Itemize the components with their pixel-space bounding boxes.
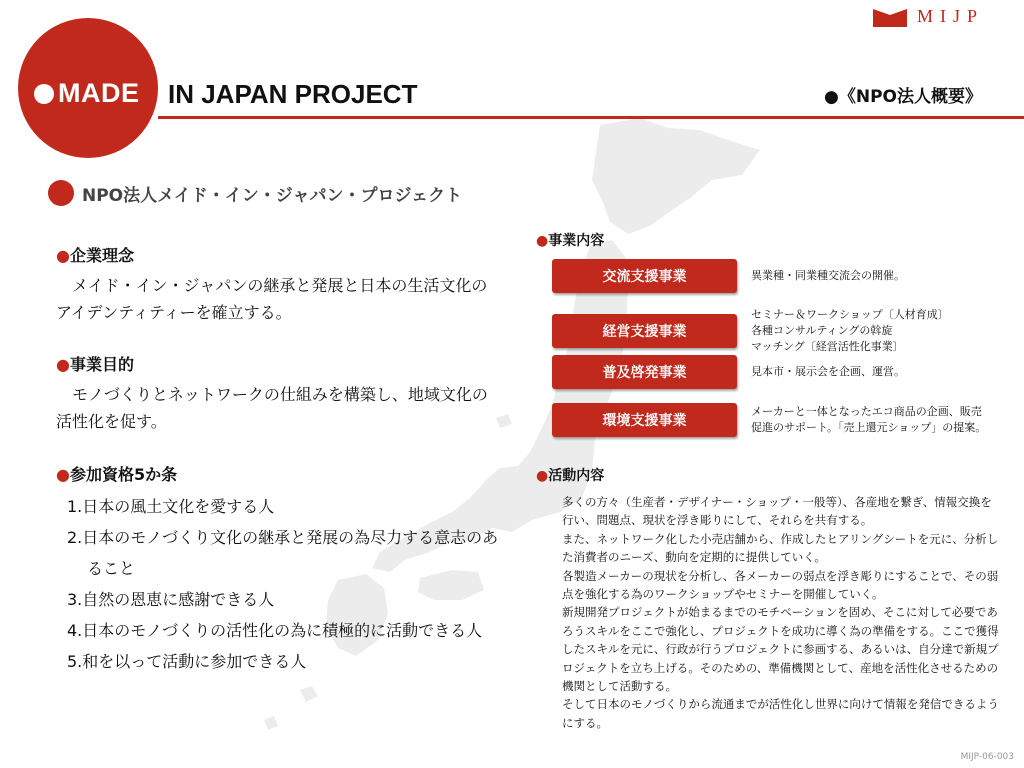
brand-mark: MIJP	[916, 6, 984, 26]
philosophy-section	[56, 243, 501, 326]
brand-flag-icon	[873, 7, 907, 27]
purpose-heading	[56, 352, 501, 375]
made-text: MADE	[58, 78, 140, 108]
bullet-icon: ●	[56, 246, 70, 265]
business-button-exchange[interactable]: 交流支援事業	[552, 259, 737, 293]
business-button-environment[interactable]: 環境支援事業	[552, 403, 737, 437]
section-title-text: ●《NPO法人概要》	[824, 87, 982, 107]
business-button-promotion[interactable]: 普及啓発事業	[552, 355, 737, 389]
business-desc: 異業種・同業種交流会の開催。	[751, 269, 905, 282]
list-item: 2.日本のモノづくり文化の継承と発展の為尽力する意志のあること	[67, 528, 499, 578]
activity-heading-text: 活動内容	[548, 468, 605, 484]
conditions-heading-text: 参加資格5か条	[69, 465, 178, 484]
bullet-icon: ●	[56, 465, 70, 484]
conditions-list	[56, 491, 501, 677]
activity-paragraph: 新規開発プロジェクトが始まるまでのモチベーションを固め、そこに対して必要であろうスキルをここで強化し、プロジェクトを成功に導く為の準備をする。ここで獲得したスキルを元に、行政が行うプロジェクトに参画する、あるいは、自分達で新規プロジェクトを立ち上げる。そのための、準備機関として、産地を活性化させるための機関として活動する。	[562, 605, 999, 694]
business-desc: セミナー＆ワークショップ〔人材育成〕 各種コンサルティングの斡旋 マッチング〔経営活性化事業〕	[751, 308, 949, 353]
bullet-icon: ●	[56, 355, 70, 374]
white-dot-icon	[34, 84, 54, 104]
made-label	[34, 78, 140, 109]
subtitle-text: NPO法人メイド・イン・ジャパン・プロジェクト	[82, 185, 463, 206]
business-desc: 見本市・展示会を企画、運営。	[751, 365, 905, 378]
activity-text	[562, 493, 1002, 732]
bullet-icon: ●	[536, 233, 549, 249]
philosophy-heading	[56, 243, 501, 266]
activity-paragraph: 多くの方々（生産者・デザイナー・ショップ・一般等）、各産地を繋ぎ、情報交換を行い、問題点、現状を浮き彫りにして、それらを共有する。	[562, 495, 992, 528]
business-heading-text: 事業内容	[548, 233, 605, 249]
activity-paragraph: また、ネットワーク化した小売店舗から、作成したヒアリングシートを元に、分析した消費者のニーズ、動向を定期的に提供していく。	[562, 531, 999, 565]
project-title: IN JAPAN PROJECT	[168, 79, 418, 109]
list-item: 3.自然の恩恵に感謝できる人	[67, 590, 275, 609]
bullet-dot-icon	[48, 180, 74, 206]
business-desc: メーカーと一体となったエコ商品の企画、販売 促進のサポート。「売上還元ショップ」の提案。	[751, 405, 987, 434]
business-row	[552, 307, 1004, 355]
purpose-text: モノづくりとネットワークの仕組みを構築し、地域文化の活性化を促す。	[56, 385, 488, 431]
list-item: 1.日本の風土文化を愛する人	[67, 497, 275, 516]
business-button-management[interactable]: 経営支援事業	[552, 314, 737, 348]
brand-logo	[873, 6, 984, 27]
business-row	[552, 259, 1004, 293]
list-item: 4.日本のモノづくりの活性化の為に積極的に活動できる人	[67, 621, 483, 640]
philosophy-text: メイド・イン・ジャパンの継承と発展と日本の生活文化のアイデンティティーを確立する。	[56, 276, 488, 322]
bullet-icon: ●	[536, 468, 549, 484]
header-rule	[158, 116, 1024, 119]
business-heading	[536, 230, 604, 250]
section-title	[824, 82, 982, 107]
purpose-section	[56, 352, 501, 435]
conditions-section	[56, 462, 501, 677]
activity-paragraph: 各製造メーカーの現状を分析し、各メーカーの弱点を浮き彫りにすることで、その弱点を強化する為のワークショップやセミナーを開催していく。	[562, 568, 999, 602]
activity-paragraph: そして日本のモノづくりから流通までが活性化し世界に向けて情報を発信できるようにする。	[562, 697, 999, 730]
philosophy-heading-text: 企業理念	[69, 246, 134, 265]
business-row	[552, 355, 1004, 389]
purpose-heading-text: 事業目的	[69, 355, 134, 374]
list-item: 5.和を以って活動に参加できる人	[67, 652, 307, 671]
business-row	[552, 403, 1004, 437]
activity-heading	[536, 465, 604, 485]
page-code: MIJP-06-003	[960, 752, 1014, 762]
organization-subtitle	[48, 180, 462, 206]
conditions-heading	[56, 462, 501, 485]
